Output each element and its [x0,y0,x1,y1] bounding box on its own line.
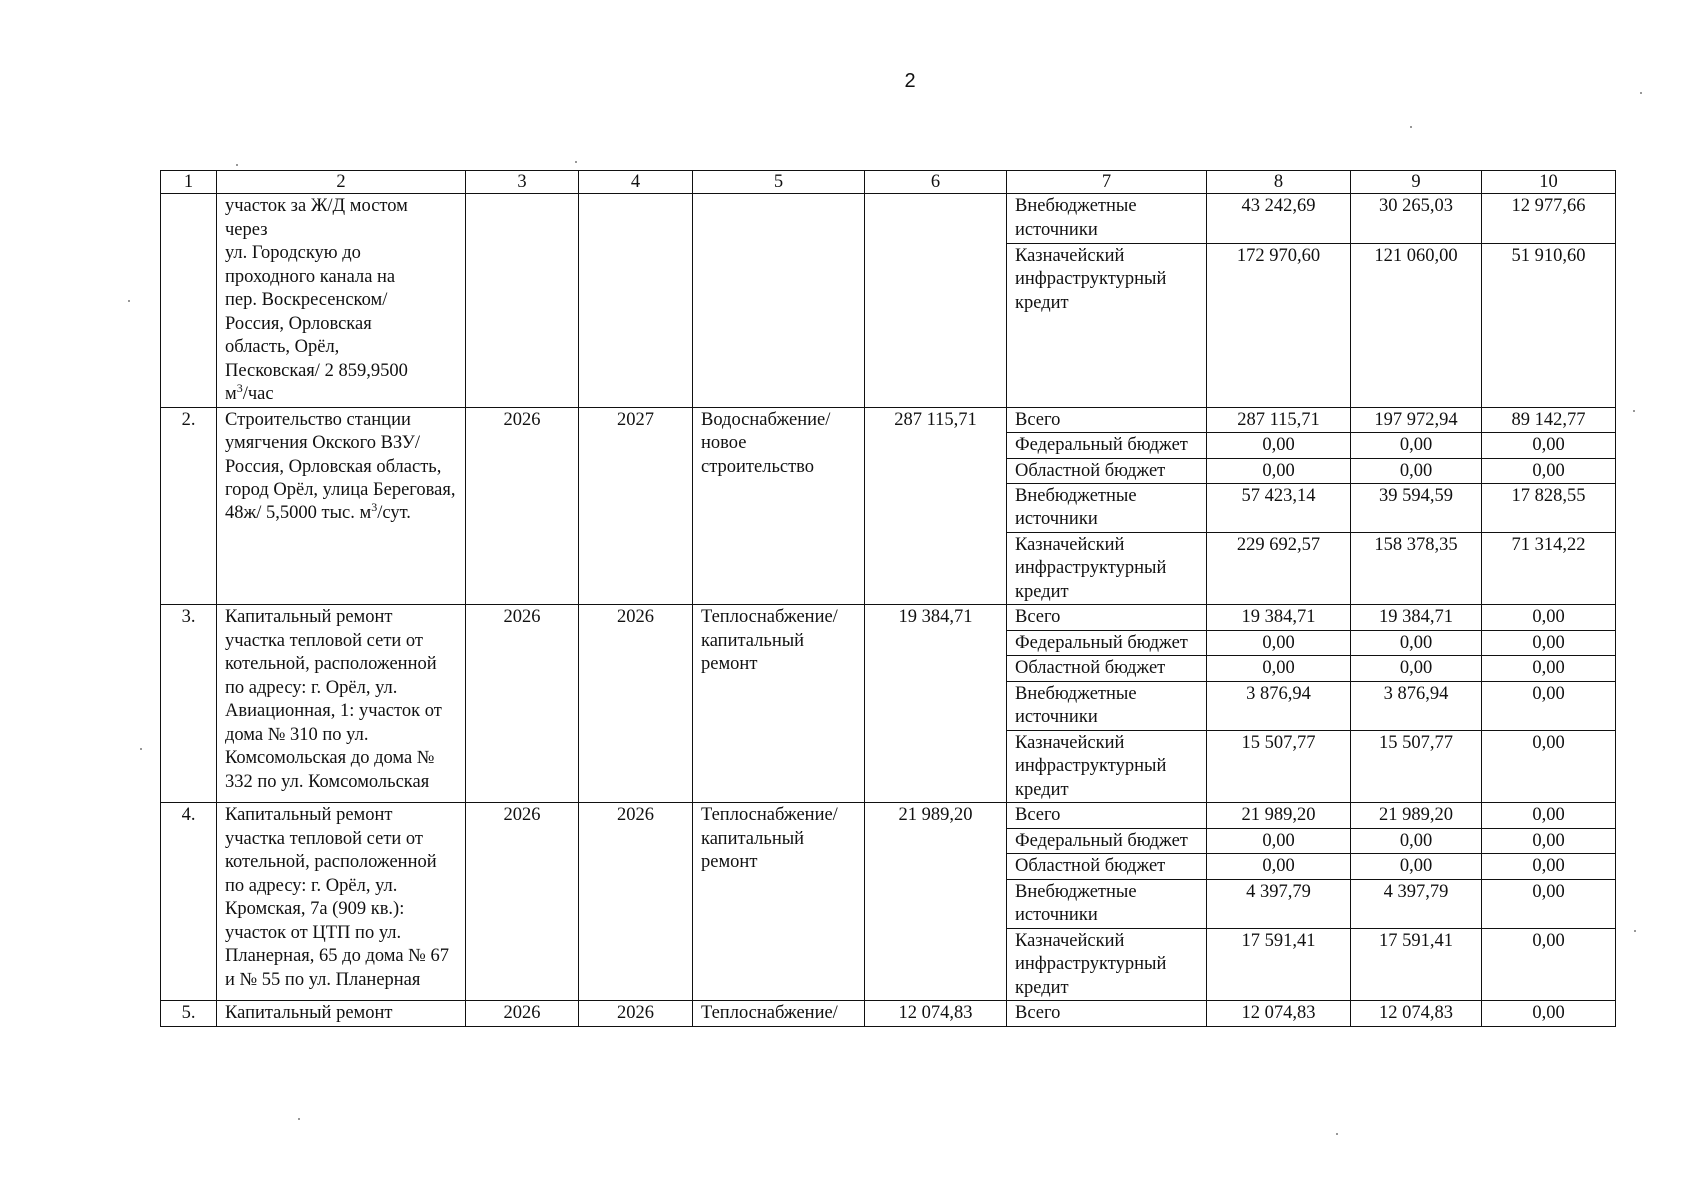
object-description: Капитальный ремонт [217,1001,466,1026]
end-year [579,194,693,407]
scan-speck [1336,1133,1338,1135]
value-col10: 0,00 [1482,803,1616,828]
value-col9: 0,00 [1351,854,1482,879]
scan-speck [298,1118,300,1120]
value-col9: 19 384,71 [1351,605,1482,630]
start-year: 2026 [466,803,579,1001]
funding-source: Казначейский инфраструктурный кредит [1007,730,1207,802]
funding-source: Федеральный бюджет [1007,828,1207,853]
start-year [466,194,579,407]
table-row [161,1001,1616,1026]
funding-source: Внебюджетные источники [1007,484,1207,533]
page-number: 2 [904,70,916,92]
value-col9: 21 989,20 [1351,803,1482,828]
value-col9: 0,00 [1351,433,1482,458]
value-col10: 0,00 [1482,879,1616,928]
value-col8: 12 074,83 [1207,1001,1351,1026]
end-year: 2027 [579,407,693,605]
funding-source: Всего [1007,1001,1207,1026]
value-col8: 4 397,79 [1207,879,1351,928]
work-type: Теплоснабжение/ капитальный ремонт [693,803,865,1001]
value-col9: 197 972,94 [1351,407,1482,432]
total-cost: 12 074,83 [865,1001,1007,1026]
value-col10: 0,00 [1482,928,1616,1000]
funding-source: Внебюджетные источники [1007,681,1207,730]
value-col9: 4 397,79 [1351,879,1482,928]
value-col8: 17 591,41 [1207,928,1351,1000]
column-number: 4 [579,171,693,194]
value-col9: 0,00 [1351,828,1482,853]
object-description: Капитальный ремонт участка тепловой сети от котельной, расположенной по адресу: г. Орёл, ул. Авиационная, 1: участок от дома № 310 по ул. Комсомольская до дома № 332 по ул. Комсомольская [217,605,466,803]
funding-source: Внебюджетные источники [1007,194,1207,244]
table-row [161,194,1616,244]
column-number: 1 [161,171,217,194]
value-col10: 0,00 [1482,630,1616,655]
value-col10: 0,00 [1482,854,1616,879]
value-col10: 0,00 [1482,458,1616,483]
object-description: Строительство станции умягчения Окского ВЗУ/Россия, Орловская область, город Орёл, улица Береговая, 48ж/ 5,5000 тыс. $м^3$/сут. [217,407,466,605]
value-col10: 0,00 [1482,681,1616,730]
scan-speck [128,300,130,302]
column-number: 5 [693,171,865,194]
value-col8: 0,00 [1207,433,1351,458]
value-col9: 3 876,94 [1351,681,1482,730]
value-col8: 57 423,14 [1207,484,1351,533]
funding-source: Всего [1007,407,1207,432]
value-col9: 17 591,41 [1351,928,1482,1000]
column-number: 7 [1007,171,1207,194]
column-number-row [161,171,1616,194]
funding-source: Федеральный бюджет [1007,630,1207,655]
value-col9: 158 378,35 [1351,532,1482,604]
value-col9: 121 060,00 [1351,243,1482,407]
value-col8: 172 970,60 [1207,243,1351,407]
work-type: Теплоснабжение/ капитальный ремонт [693,605,865,803]
item-number: 3. [161,605,217,803]
value-col10: 51 910,60 [1482,243,1616,407]
value-col8: 15 507,77 [1207,730,1351,802]
value-col8: 0,00 [1207,458,1351,483]
value-col8: 287 115,71 [1207,407,1351,432]
value-col10: 71 314,22 [1482,532,1616,604]
item-number [161,194,217,407]
scan-speck [1633,410,1635,412]
column-number: 6 [865,171,1007,194]
object-description: участок за Ж/Д мостом через ул. Городскую до проходного канала на пер. Воскресенском/ Россия, Орловская область, Орёл, Песковская/ 2 859,9500 $м^3$/час [217,194,466,407]
start-year: 2026 [466,1001,579,1026]
end-year: 2026 [579,803,693,1001]
value-col9: 39 594,59 [1351,484,1482,533]
work-type: Теплоснабжение/ [693,1001,865,1026]
column-number: 8 [1207,171,1351,194]
value-col8: 3 876,94 [1207,681,1351,730]
table-row [161,407,1616,432]
scan-speck [1640,92,1642,94]
table-row [161,803,1616,828]
column-number: 9 [1351,171,1482,194]
value-col9: 12 074,83 [1351,1001,1482,1026]
value-col10: 0,00 [1482,656,1616,681]
funding-source: Казначейский инфраструктурный кредит [1007,243,1207,407]
column-number: 2 [217,171,466,194]
item-number: 5. [161,1001,217,1026]
object-description: Капитальный ремонт участка тепловой сети от котельной, расположенной по адресу: г. Орёл, ул. Кромская, 7а (909 кв.): участок от ЦТП по ул. Планерная, 65 до дома № 67 и № 55 по ул. Планерная [217,803,466,1001]
funding-source: Всего [1007,803,1207,828]
scan-speck [1634,930,1636,932]
funding-source: Внебюджетные источники [1007,879,1207,928]
item-number: 2. [161,407,217,605]
value-col10: 12 977,66 [1482,194,1616,244]
work-type [693,194,865,407]
start-year: 2026 [466,605,579,803]
value-col8: 19 384,71 [1207,605,1351,630]
funding-source: Областной бюджет [1007,458,1207,483]
value-col10: 17 828,55 [1482,484,1616,533]
scan-speck [236,164,238,166]
value-col10: 0,00 [1482,730,1616,802]
funding-source: Областной бюджет [1007,656,1207,681]
value-col8: 229 692,57 [1207,532,1351,604]
funding-source: Казначейский инфраструктурный кредит [1007,532,1207,604]
total-cost: 19 384,71 [865,605,1007,803]
value-col9: 0,00 [1351,630,1482,655]
value-col10: 0,00 [1482,605,1616,630]
value-col8: 43 242,69 [1207,194,1351,244]
funding-source: Всего [1007,605,1207,630]
start-year: 2026 [466,407,579,605]
value-col8: 21 989,20 [1207,803,1351,828]
total-cost: 21 989,20 [865,803,1007,1001]
end-year: 2026 [579,605,693,803]
funding-source: Областной бюджет [1007,854,1207,879]
table-row [161,605,1616,630]
value-col9: 15 507,77 [1351,730,1482,802]
scan-speck [140,748,142,750]
total-cost: 287 115,71 [865,407,1007,605]
value-col9: 0,00 [1351,458,1482,483]
value-col9: 0,00 [1351,656,1482,681]
funding-source: Казначейский инфраструктурный кредит [1007,928,1207,1000]
investment-table [160,170,1616,1027]
funding-source: Федеральный бюджет [1007,433,1207,458]
column-number: 10 [1482,171,1616,194]
column-number: 3 [466,171,579,194]
value-col10: 0,00 [1482,1001,1616,1026]
value-col10: 0,00 [1482,828,1616,853]
item-number: 4. [161,803,217,1001]
scan-speck [1410,126,1412,128]
end-year: 2026 [579,1001,693,1026]
value-col8: 0,00 [1207,854,1351,879]
value-col8: 0,00 [1207,828,1351,853]
work-type: Водоснабжение/ новое строительство [693,407,865,605]
value-col8: 0,00 [1207,656,1351,681]
scan-speck [575,161,577,163]
value-col10: 0,00 [1482,433,1616,458]
total-cost [865,194,1007,407]
value-col8: 0,00 [1207,630,1351,655]
value-col10: 89 142,77 [1482,407,1616,432]
value-col9: 30 265,03 [1351,194,1482,244]
